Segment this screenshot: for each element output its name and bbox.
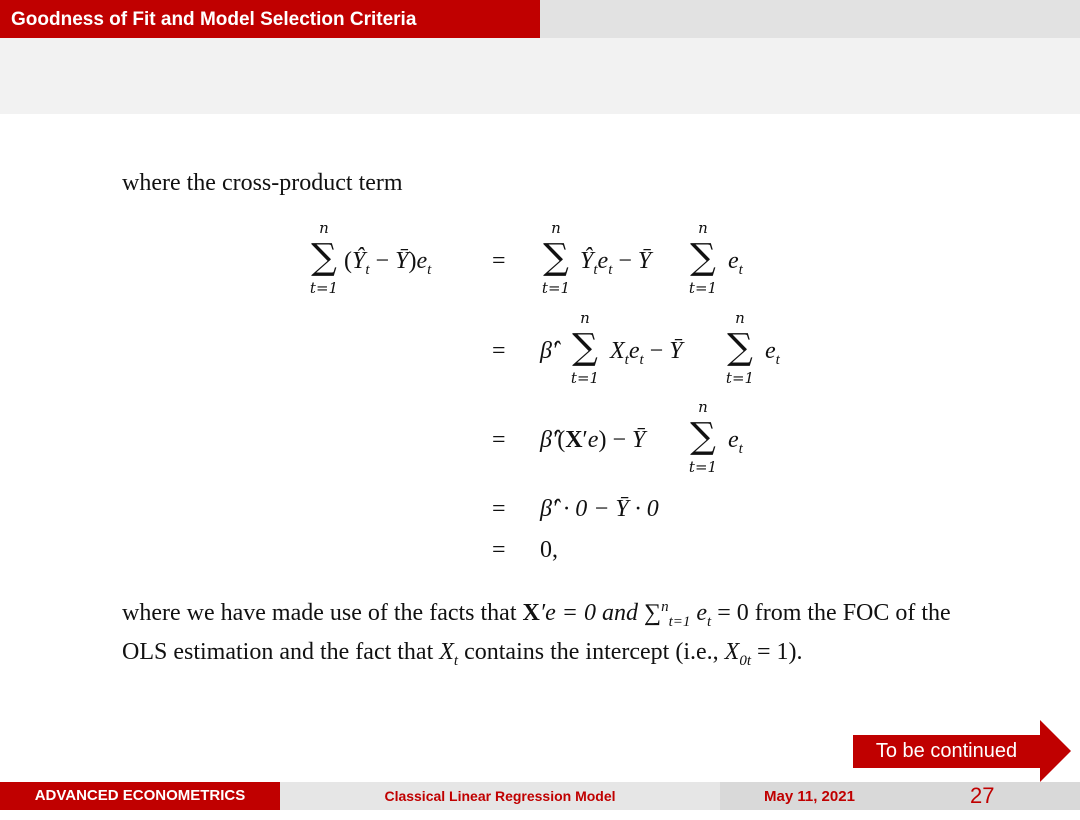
footer <box>0 782 1080 810</box>
sum-upper-limit: n <box>735 309 745 327</box>
sum-symbol: n ∑ t=1 <box>538 240 574 276</box>
para-sub-0t: 0t <box>739 652 752 669</box>
footer-right-panel <box>720 782 1080 810</box>
para-text-6: = 1). <box>751 638 803 665</box>
footer-course: ADVANCED ECONOMETRICS <box>0 782 280 810</box>
intro-text: where the cross-product term <box>122 170 403 196</box>
beta-hat: β̂′ <box>540 338 558 364</box>
para-text-2: ′e = 0 and <box>539 600 644 626</box>
sum-lower-limit: t=1 <box>688 279 718 297</box>
para-sum-symbol: ∑ <box>643 600 662 626</box>
footer-date: May 11, 2021 <box>764 788 855 805</box>
equation-relation-3: = <box>492 427 506 453</box>
equation-rhs-2-end: $e_t$ <box>765 338 780 368</box>
equation-relation-5: = <box>492 537 506 563</box>
arrow-right-icon <box>1040 720 1071 782</box>
equation-rhs-2-part: $X_te_t$ − Ȳ <box>610 338 683 368</box>
sum-symbol: n ∑ t=1 <box>567 330 603 366</box>
equation-relation-1: = <box>492 248 506 274</box>
equation-relation-4: = <box>492 496 506 522</box>
sum-upper-limit: n <box>551 219 561 237</box>
para-sub-t: t <box>707 613 712 630</box>
para-sum-upper: n <box>661 599 669 615</box>
sum-symbol: n ∑ t=1 <box>306 240 342 276</box>
continue-label: To be continued <box>853 735 1040 768</box>
sum-upper-limit: n <box>698 398 708 416</box>
sum-lower-limit: t=1 <box>541 279 571 297</box>
footer-topic: Classical Linear Regression Model <box>280 782 720 810</box>
slide-section-title: Goodness of Fit and Model Selection Criteria <box>0 0 540 38</box>
sum-lower-limit: t=1 <box>688 458 718 476</box>
equation-rhs-4: β̂′ · 0 − Ȳ · 0 <box>540 496 659 522</box>
sum-upper-limit: n <box>580 309 590 327</box>
para-sub-t2: t <box>453 652 459 669</box>
para-var-x: X <box>439 638 454 665</box>
explanation-paragraph <box>122 592 982 676</box>
para-text-5: contains the intercept (i.e., <box>458 638 725 665</box>
para-text-3: e <box>690 600 708 626</box>
sum-upper-limit: n <box>319 219 329 237</box>
sum-symbol: n ∑ t=1 <box>722 330 758 366</box>
equation-rhs-3-end: $e_t$ <box>728 427 743 457</box>
equation-lhs: ($Ŷ_t$ − $Ȳ)e_t$ <box>344 248 432 278</box>
para-sum-lower: t=1 <box>668 613 691 630</box>
para-text-4: = 0 from the FOC of the OLS estimation and the fact that <box>122 600 951 665</box>
sum-lower-limit: t=1 <box>570 369 600 387</box>
sum-lower-limit: t=1 <box>725 369 755 387</box>
equation-rhs-1-end: $e_t$ <box>728 248 743 278</box>
equation-rhs-1-part: $Ŷ_te_t$ − Ȳ <box>580 248 652 278</box>
sum-symbol: n ∑ t=1 <box>685 419 721 455</box>
equation-relation-2: = <box>492 338 506 364</box>
continue-arrow-button[interactable] <box>853 720 1071 782</box>
equation-rhs-5: 0, <box>540 537 558 563</box>
equation-rhs-3-part: β̂′(X′e) − Ȳ <box>540 427 646 453</box>
subheader-band <box>0 38 1080 114</box>
sum-upper-limit: n <box>698 219 708 237</box>
sum-symbol: n ∑ t=1 <box>685 240 721 276</box>
para-var-x0: X <box>724 638 740 665</box>
sum-lower-limit: t=1 <box>309 279 339 297</box>
footer-page-number: 27 <box>970 783 995 808</box>
para-bold-x: X <box>522 600 540 626</box>
para-text-1: where we have made use of the facts that <box>122 600 523 626</box>
